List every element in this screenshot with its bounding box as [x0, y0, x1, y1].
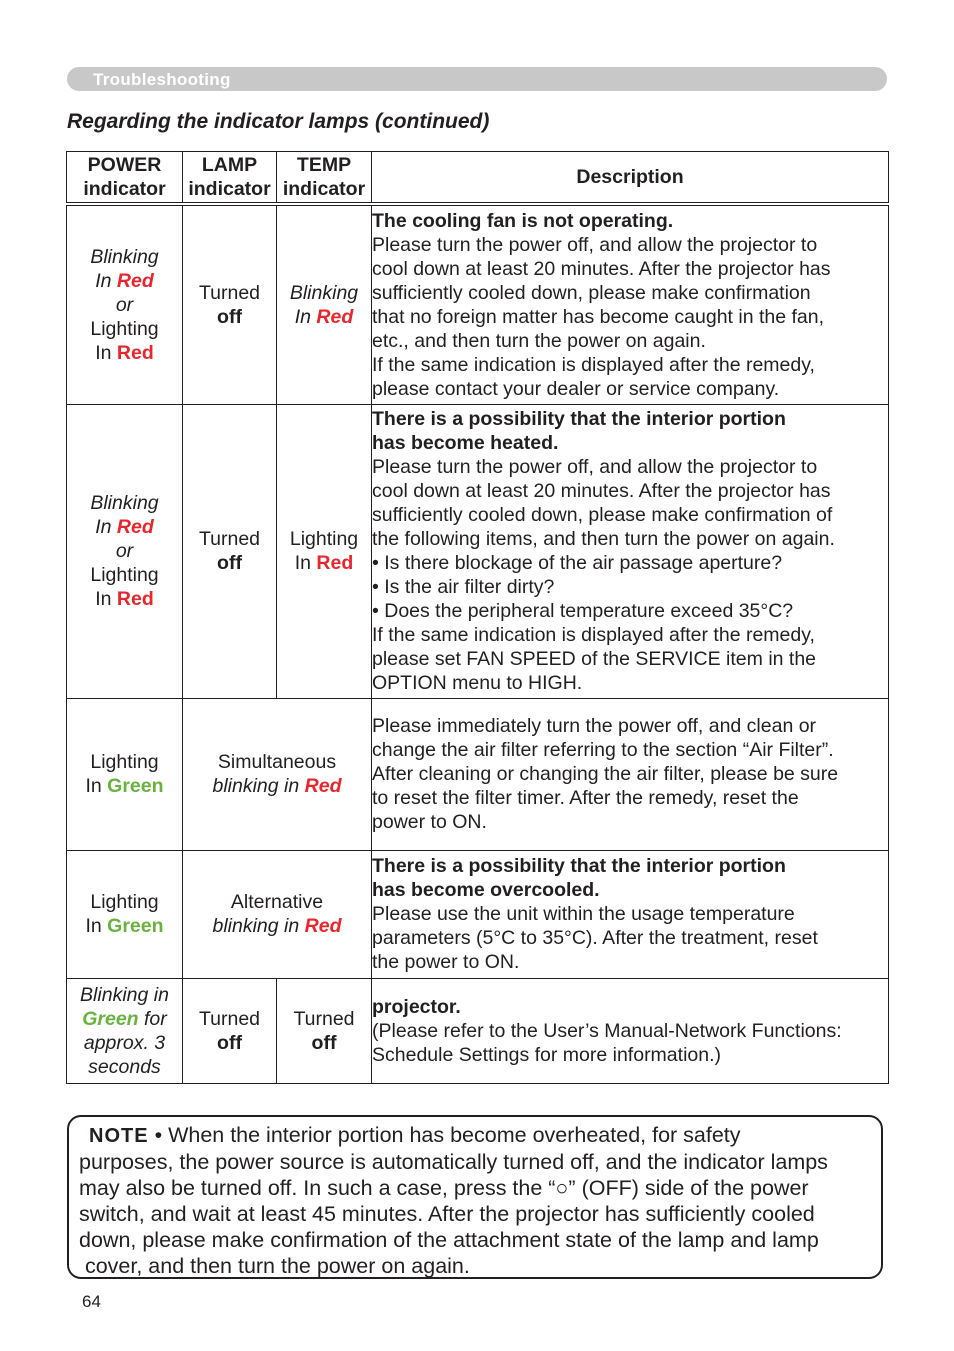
lamp-temp-cell: Simultaneous blinking in Red	[183, 698, 372, 850]
table-row	[67, 978, 889, 1083]
description-cell: The cooling fan is not operating. Please turn the power off, and allow the projector to cool down at least 20 minutes. After the projector has sufficiently cooled down, please make confirmation that no foreign matter has become caught in the fan, etc., and then turn the power on again. If the same indication is displayed after the remedy, please contact your dealer or service company.	[372, 204, 889, 404]
table-row	[67, 204, 889, 404]
table-row	[67, 850, 889, 978]
section-label: Troubleshooting	[93, 70, 231, 89]
indicator-table	[66, 151, 889, 1084]
power-cell: Lighting In Green	[67, 698, 183, 850]
note-box: NOTE • When the interior portion has become overheated, for safety purposes, the power source is automatically turned off, and the indicator lamps may also be turned off. In such a case, press the “○” (OFF) side of the power switch, and wait at least 45 minutes. After the projector has sufficiently cooled down, please make confirmation of the attachment state of the lamp and lamp cover, and then turn the power on again.	[67, 1115, 883, 1279]
note-tag: NOTE	[89, 1125, 149, 1147]
lamp-cell: Turned off	[183, 204, 277, 404]
description-cell: projector. (Please refer to the User’s Manual-Network Functions: Schedule Settings for more information.)	[372, 978, 889, 1083]
description-cell: There is a possibility that the interior portion has become heated. Please turn the power off, and allow the projector to cool down at least 20 minutes. After the projector has sufficiently cooled down, please make confirmation of the following items, and then turn the power on again. • Is there blockage of the air passage aperture? • Is the air filter dirty? • Does the peripheral temperature exceed 35°C? If the same indication is displayed after the remedy, please set FAN SPEED of the SERVICE item in the OPTION menu to HIGH.	[372, 404, 889, 698]
header-lamp: LAMP indicator	[183, 152, 277, 205]
power-cell: Lighting In Green	[67, 850, 183, 978]
power-cell: Blinking in Green for approx. 3 seconds	[67, 978, 183, 1083]
lamp-temp-cell: Alternative blinking in Red	[183, 850, 372, 978]
table-row	[67, 404, 889, 698]
description-cell: There is a possibility that the interior portion has become overcooled. Please use the unit within the usage temperature parameters (5°C to 35°C). After the treatment, reset the power to ON.	[372, 850, 889, 978]
header-power: POWER indicator	[67, 152, 183, 205]
page-title: Regarding the indicator lamps (continued)	[67, 110, 490, 133]
temp-cell: Lighting In Red	[277, 404, 372, 698]
temp-cell: Blinking In Red	[277, 204, 372, 404]
page-number: 64	[82, 1292, 101, 1311]
description-cell: Please immediately turn the power off, and clean or change the air filter referring to the section “Air Filter”. After cleaning or changing the air filter, please be sure to reset the filter timer. After the remedy, reset the power to ON.	[372, 698, 889, 850]
table-header-row	[67, 152, 889, 205]
header-temp: TEMP indicator	[277, 152, 372, 205]
power-cell: Blinking In Red or Lighting In Red	[67, 204, 183, 404]
temp-cell: Turned off	[277, 978, 372, 1083]
table-row	[67, 698, 889, 850]
section-header-bar	[67, 67, 887, 91]
lamp-cell: Turned off	[183, 978, 277, 1083]
power-cell: Blinking In Red or Lighting In Red	[67, 404, 183, 698]
header-description: Description	[372, 152, 889, 205]
lamp-cell: Turned off	[183, 404, 277, 698]
